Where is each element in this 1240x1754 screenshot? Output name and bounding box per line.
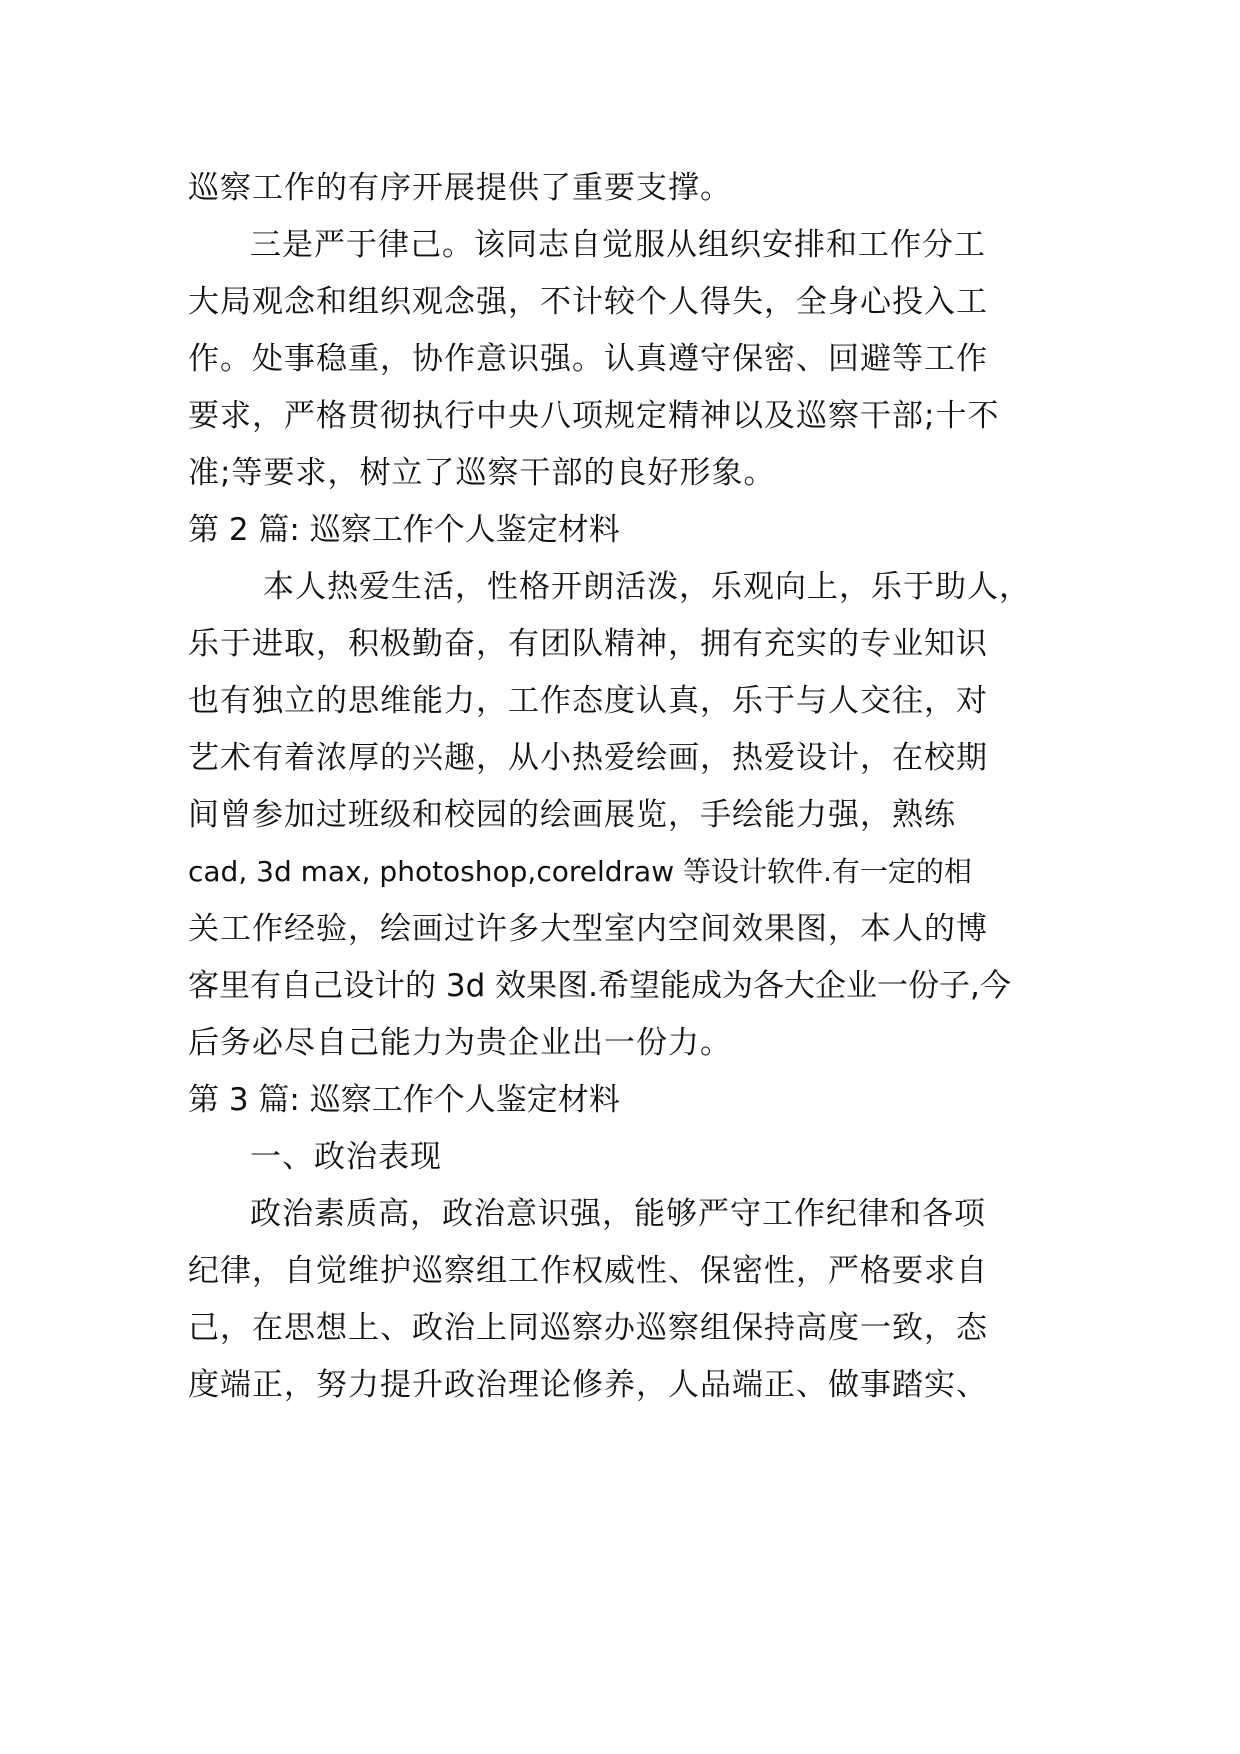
paragraph-line: 政治素质高，政治意识强，能够严守工作纪律和各项 (250, 1196, 986, 1232)
paragraph-line: 巡察工作的有序开展提供了重要支撑。 (188, 170, 732, 206)
section-heading: 第 2 篇: 巡察工作个人鉴定材料 (188, 512, 620, 548)
paragraph-line: 三是严于律己。该同志自觉服从组织安排和工作分工 (250, 227, 986, 263)
paragraph-line: 作。处事稳重，协作意识强。认真遵守保密、回避等工作 (188, 341, 988, 377)
paragraph-line: 本人热爱生活，性格开朗活泼，乐观向上，乐于助人， (263, 569, 1031, 605)
paragraph-line: cad, 3d max, photoshop,coreldraw 等设计软件.有一定的相 (188, 855, 972, 888)
paragraph-line: 大局观念和组织观念强，不计较个人得失，全身心投入工 (188, 284, 988, 320)
paragraph-line: 客里有自己设计的 3d 效果图.希望能成为各大企业一份子,今 (188, 968, 1011, 1004)
paragraph-line: 己，在思想上、政治上同巡察办巡察组保持高度一致，态 (188, 1310, 988, 1346)
paragraph-line: 要求，严格贯彻执行中央八项规定精神以及巡察干部;十不 (188, 398, 1000, 434)
section-heading: 第 3 篇: 巡察工作个人鉴定材料 (188, 1082, 620, 1118)
paragraph-line: 度端正，努力提升政治理论修养，人品端正、做事踏实、 (188, 1367, 988, 1403)
paragraph-line: 关工作经验，绘画过许多大型室内空间效果图，本人的博 (188, 911, 988, 947)
paragraph-line: 准;等要求，树立了巡察干部的良好形象。 (188, 455, 776, 491)
paragraph-line: 艺术有着浓厚的兴趣，从小热爱绘画，热爱设计，在校期 (188, 740, 988, 776)
paragraph-line: 乐于进取，积极勤奋，有团队精神，拥有充实的专业知识 (188, 626, 988, 662)
paragraph-line: 后务必尽自己能力为贵企业出一份力。 (188, 1025, 732, 1061)
paragraph-line: 也有独立的思维能力，工作态度认真，乐于与人交往，对 (188, 683, 988, 719)
subsection-title: 一、政治表现 (250, 1139, 442, 1175)
paragraph-line: 纪律，自觉维护巡察组工作权威性、保密性，严格要求自 (188, 1253, 988, 1289)
document-page (188, 168, 1088, 1668)
paragraph-line: 间曾参加过班级和校园的绘画展览，手绘能力强，熟练 (188, 797, 956, 833)
